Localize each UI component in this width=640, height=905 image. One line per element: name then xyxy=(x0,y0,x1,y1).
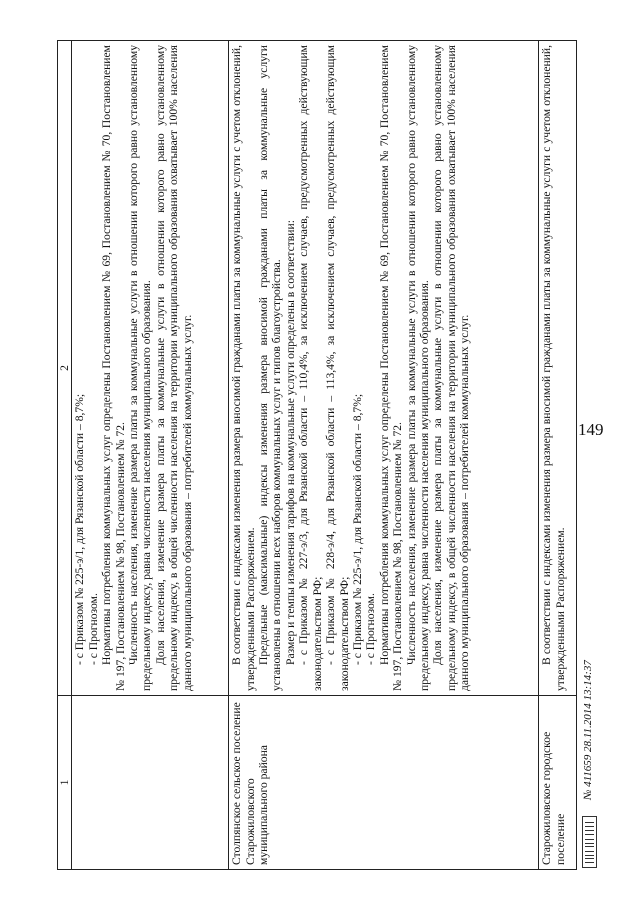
paragraph: В соответствии с индексами изменения размера вносимой гражданами платы за коммунальные услуги с учетом отклонений, утвержденными Распоряжением. xyxy=(540,45,567,691)
paragraph: - с Приказом № 225-э/1, для Рязанской области – 8,7%; xyxy=(73,393,87,665)
justification-cell xyxy=(229,41,539,696)
header-col-1: 1 xyxy=(58,696,72,870)
paragraph: Нормативы потребления коммунальных услуг определены Постановлением № 69, Постановлением № 70, Постановлением № 197, Постановлением № 98, Постановлением № 72. xyxy=(100,45,127,691)
registration-number: № 411659 28.11.2014 13:14:37 xyxy=(582,660,594,800)
paragraph: - с Приказом № 227-э/3, для Рязанской области – 110,4%, за исключением случаев, предусмотренных действующим законодательством РФ; xyxy=(297,45,324,691)
registration-stamp xyxy=(581,30,597,870)
paragraph: В соответствии с индексами изменения размера вносимой гражданами платы за коммунальные услуги с учетом отклонений, утвержденными Распоряжением. xyxy=(230,45,257,691)
rotated-page xyxy=(57,30,597,870)
municipality-cell-empty xyxy=(72,696,229,870)
barcode-icon xyxy=(582,816,597,868)
paragraph: Размер и темпы изменения тарифов на коммунальные услуги определены в соответствии: xyxy=(283,220,297,665)
table-row-continuation xyxy=(72,41,229,870)
paragraph: Численность населения, изменение размера платы за коммунальные услуги в отношении которого равно установленному предельному индексу, равна численности населения муниципального образования. xyxy=(404,45,431,691)
table-row xyxy=(539,41,577,870)
paragraph: - с Прогнозом. xyxy=(364,593,378,665)
paragraph: Нормативы потребления коммунальных услуг определены Постановлением № 69, Постановлением № 70, Постановлением № 197, Постановлением № 98, Постановлением № 72. xyxy=(377,45,405,691)
header-col-2: 2 xyxy=(58,41,72,696)
paragraph: - с Приказом № 228-э/4, для Рязанской области – 113,4%, за исключением случаев, предусмотренных действующим законодательством РФ; xyxy=(324,45,351,691)
justification-table xyxy=(57,40,577,870)
justification-cell xyxy=(539,41,577,696)
paragraph: Предельные (максимальные) индексы изменения размера вносимой гражданами платы за коммунальные услуги установлены в отношении всех наборов коммунальных услуг и типов благоустройства. xyxy=(257,45,284,691)
justification-cell xyxy=(72,41,229,696)
municipality-cell: Старожиловское городское поселение xyxy=(539,696,577,870)
paragraph: - с Приказом № 225-э/1, для Рязанской области – 8,7%; xyxy=(350,393,364,665)
paragraph: Доля населения, изменение размера платы за коммунальные услуги в отношении которого равно установленному предельному индексу, в общей численности населения на территории муниципального образования охватывает 100% населения данного муниципального образования – потребителей коммунальных услуг. xyxy=(431,45,472,691)
paragraph: Численность населения, изменение размера платы за коммунальные услуги в отношении которого равно установленному предельному индексу, равна численности населения муниципального образования. xyxy=(127,45,154,691)
table-row xyxy=(229,41,539,870)
table-header-row xyxy=(58,41,72,870)
page-number: 149 xyxy=(578,420,604,439)
municipality-cell: Столпянское сельское поселение Старожиловского муниципального района xyxy=(229,696,539,870)
paragraph: - с Прогнозом. xyxy=(86,593,100,665)
paragraph: Доля населения, изменение размера платы за коммунальные услуги в отношении которого равно установленному предельному индексу, в общей численности населения на территории муниципального образования охватывает 100% населения данного муниципального образования – потребителей коммунальных услуг. xyxy=(153,45,194,691)
